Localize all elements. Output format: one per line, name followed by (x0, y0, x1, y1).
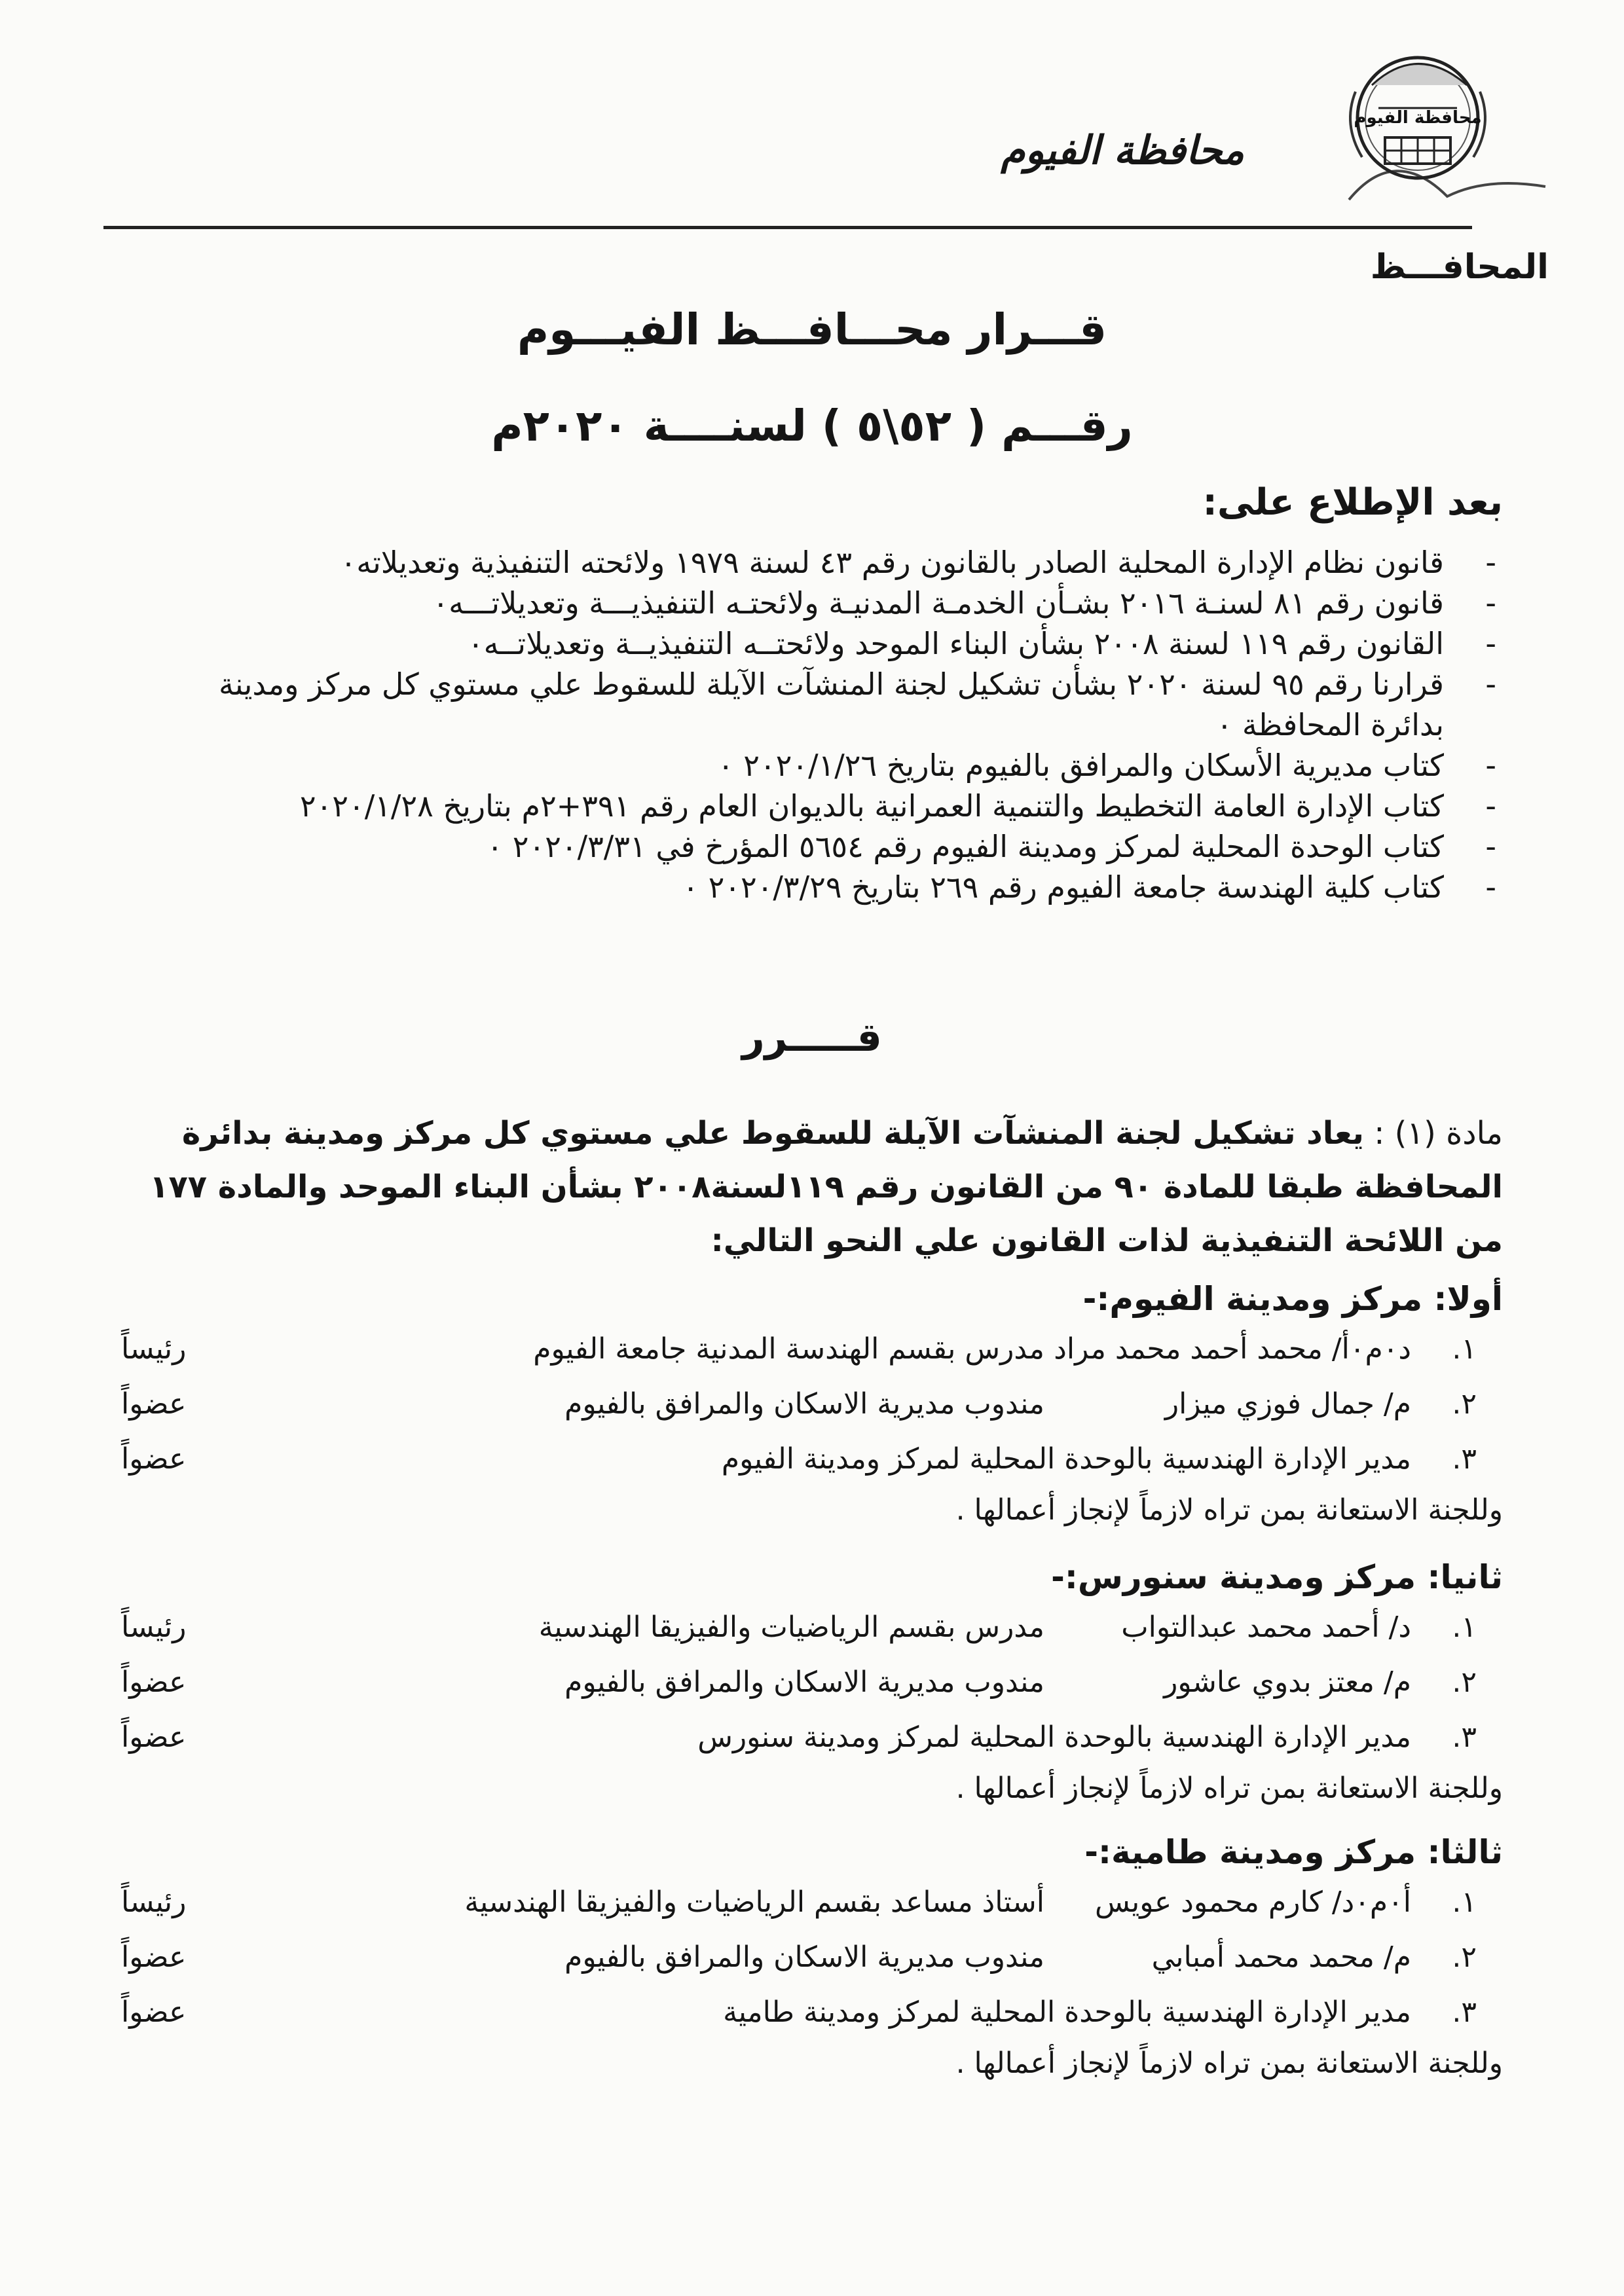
member-row (121, 1332, 1503, 1387)
consideration-text: القانون رقم ١١٩ لسنة ٢٠٠٨ بشأن البناء الموحد ولائحتــه التنفيذيــة وتعديلاتــه٠ (467, 626, 1444, 661)
member-name: م/ جمال فوزي ميزار (1164, 1387, 1411, 1421)
svg-text:محافظة الفيوم: محافظة الفيوم (1354, 108, 1482, 128)
member-role: رئيساً (121, 1611, 187, 1644)
member-row (121, 1387, 1503, 1442)
consideration-item: - كتاب مديرية الأسكان والمرافق بالفيوم بتاريخ ٢٠٢٠/١/٢٦ ٠ (717, 748, 1496, 783)
member-number: ١. (1452, 1332, 1477, 1366)
member-description: أستاذ مساعد بقسم الرياضيات والفيزيقا الهندسية (464, 1886, 1044, 1919)
committee-section-fayoum (121, 1280, 1503, 1527)
decree-title: قـــرار محـــافـــظ الفيـــوم (517, 304, 1107, 355)
article-prefix: مادة (١) : (1374, 1115, 1503, 1152)
consideration-item: - قانون نظام الإدارة المحلية الصادر بالقانون رقم ٤٣ لسنة ١٩٧٩ ولائحته التنفيذية وتعديلاته٠ (340, 545, 1496, 580)
member-number: ١. (1452, 1886, 1477, 1919)
member-number: ٣. (1452, 1995, 1477, 2029)
member-role: عضواً (121, 1666, 187, 1699)
consideration-text: كتاب مديرية الأسكان والمرافق بالفيوم بتاريخ ٢٠٢٠/١/٢٦ ٠ (717, 748, 1444, 783)
committee-section-tamiya (121, 1833, 1503, 2080)
member-role: عضواً (121, 1387, 187, 1421)
member-number: ٣. (1452, 1442, 1477, 1476)
consideration-text: قرارنا رقم ٩٥ لسنة ٢٠٢٠ بشأن تشكيل لجنة المنشآت الآيلة للسقوط علي مستوي كل مركز ومدينة بدائرة المحافظة ٠ (219, 666, 1444, 742)
consideration-item: - كتاب كلية الهندسة جامعة الفيوم رقم ٢٦٩ بتاريخ ٢٠٢٠/٣/٢٩ ٠ (682, 869, 1496, 905)
member-number: ١. (1452, 1611, 1477, 1644)
member-number: ٣. (1452, 1721, 1477, 1754)
section-closing: وللجنة الاستعانة بمن تراه لازماً لإنجاز أعمالها . (955, 1772, 1503, 1805)
member-role: عضواً (121, 1941, 187, 1974)
member-role: رئيساً (121, 1332, 187, 1366)
consideration-text: كتاب كلية الهندسة جامعة الفيوم رقم ٢٦٩ بتاريخ ٢٠٢٠/٣/٢٩ ٠ (682, 869, 1444, 905)
member-name: د٠م٠أ/ محمد أحمد محمد مراد (1054, 1332, 1411, 1366)
member-role: عضواً (121, 1721, 187, 1754)
member-row (121, 1941, 1503, 1995)
consideration-text: كتاب الوحدة المحلية لمركز ومدينة الفيوم رقم ٥٦٥٤ المؤرخ في ٢٠٢٠/٣/٣١ ٠ (487, 829, 1444, 864)
issuing-office: المحافـــظ (1370, 247, 1549, 287)
member-role: عضواً (121, 1442, 187, 1476)
section-closing: وللجنة الاستعانة بمن تراه لازماً لإنجاز أعمالها . (955, 2047, 1503, 2080)
decree-number: رقـــم ( ٥٢\٥ ) لسنــــة ٢٠٢٠م (491, 401, 1133, 451)
member-row (121, 1886, 1503, 1941)
member-number: ٢. (1452, 1666, 1477, 1699)
section-closing: وللجنة الاستعانة بمن تراه لازماً لإنجاز أعمالها . (955, 1493, 1503, 1527)
member-name: مدير الإدارة الهندسية بالوحدة المحلية لمركز ومدينة سنورس (697, 1721, 1411, 1754)
member-name: أ٠م٠د/ كارم محمود عويس (1094, 1886, 1411, 1919)
consideration-item: - كتاب الإدارة العامة التخطيط والتنمية العمرانية بالديوان العام رقم ٣٩١+٢م بتاريخ ٢٠٢٠/١/٢٨ (299, 788, 1496, 824)
member-row (121, 1611, 1503, 1666)
consideration-item: - القانون رقم ١١٩ لسنة ٢٠٠٨ بشأن البناء الموحد ولائحتــه التنفيذيــة وتعديلاتــه٠ (467, 626, 1496, 661)
member-number: ٢. (1452, 1941, 1477, 1974)
member-description: مندوب مديرية الاسكان والمرافق بالفيوم (564, 1941, 1044, 1974)
considerations-list (187, 542, 1496, 907)
consideration-item: - قرارنا رقم ٩٥ لسنة ٢٠٢٠ بشأن تشكيل لجنة المنشآت الآيلة للسقوط علي مستوي كل مركز ومدينة بدائرة المحافظة ٠ (219, 666, 1496, 742)
member-role: رئيساً (121, 1886, 187, 1919)
member-description: مدرس بقسم الرياضيات والفيزيقا الهندسية (538, 1611, 1044, 1644)
member-name: مدير الإدارة الهندسية بالوحدة المحلية لمركز ومدينة طامية (723, 1995, 1411, 2029)
member-description: مندوب مديرية الاسكان والمرافق بالفيوم (564, 1666, 1044, 1699)
emblem-graphic (1336, 46, 1552, 206)
header-divider (103, 226, 1472, 229)
member-name: مدير الإدارة الهندسية بالوحدة المحلية لمركز ومدينة الفيوم (721, 1442, 1411, 1476)
article-text: يعاد تشكيل لجنة المنشآت الآيلة للسقوط علي مستوي كل مركز ومدينة بدائرة المحافظة طبقا للمادة ٩٠ من القانون رقم ١١٩لسنة٢٠٠٨ بشأن البناء الموحد والمادة ١٧٧ من اللائحة التنفيذية لذات القانون علي النحو التالي: (149, 1115, 1503, 1259)
member-number: ٢. (1452, 1387, 1477, 1421)
member-row (121, 1442, 1503, 1497)
consideration-text: قانون رقم ٨١ لسنـة ٢٠١٦ بشـأن الخدمـة المدنيـة ولائحتـه التنفيذيـــة وتعديلاتـــه٠ (432, 585, 1444, 621)
member-name: م/ معتز بدوي عاشور (1164, 1666, 1411, 1699)
member-name: م/ محمد محمد أمبابي (1151, 1941, 1411, 1974)
section-heading: ثانيا: مركز ومدينة سنورس:- (1051, 1558, 1503, 1596)
governorate-name: محافظة الفيوم (1001, 128, 1244, 173)
considerations-intro: بعد الإطلاع على: (1202, 481, 1503, 524)
member-name: د/ أحمد محمد عبدالتواب (1121, 1611, 1411, 1644)
member-role: عضواً (121, 1995, 187, 2029)
member-row (121, 1666, 1503, 1721)
governorate-emblem-icon (1336, 46, 1552, 206)
consideration-item: - قانون رقم ٨١ لسنـة ٢٠١٦ بشـأن الخدمـة المدنيـة ولائحتـه التنفيذيـــة وتعديلاتـــه٠ (432, 585, 1496, 621)
member-description: مدرس بقسم الهندسة المدنية جامعة الفيوم (533, 1332, 1044, 1366)
article-1 (121, 1106, 1503, 1267)
consideration-item: - كتاب الوحدة المحلية لمركز ومدينة الفيوم رقم ٥٦٥٤ المؤرخ في ٢٠٢٠/٣/٣١ ٠ (487, 829, 1496, 864)
consideration-text: قانون نظام الإدارة المحلية الصادر بالقانون رقم ٤٣ لسنة ١٩٧٩ ولائحته التنفيذية وتعديلاته٠ (340, 545, 1444, 580)
section-heading: ثالثا: مركز ومدينة طامية:- (1084, 1833, 1503, 1871)
member-row (121, 1995, 1503, 2050)
member-description: مندوب مديرية الاسكان والمرافق بالفيوم (564, 1387, 1044, 1421)
committee-section-sinnuris (121, 1558, 1503, 1805)
decree-heading: قـــــرر (742, 1015, 882, 1061)
section-heading: أولا: مركز ومدينة الفيوم:- (1082, 1280, 1503, 1318)
consideration-text: كتاب الإدارة العامة التخطيط والتنمية العمرانية بالديوان العام رقم ٣٩١+٢م بتاريخ ٢٠٢٠/١/٢٨ (299, 788, 1444, 824)
member-row (121, 1721, 1503, 1776)
